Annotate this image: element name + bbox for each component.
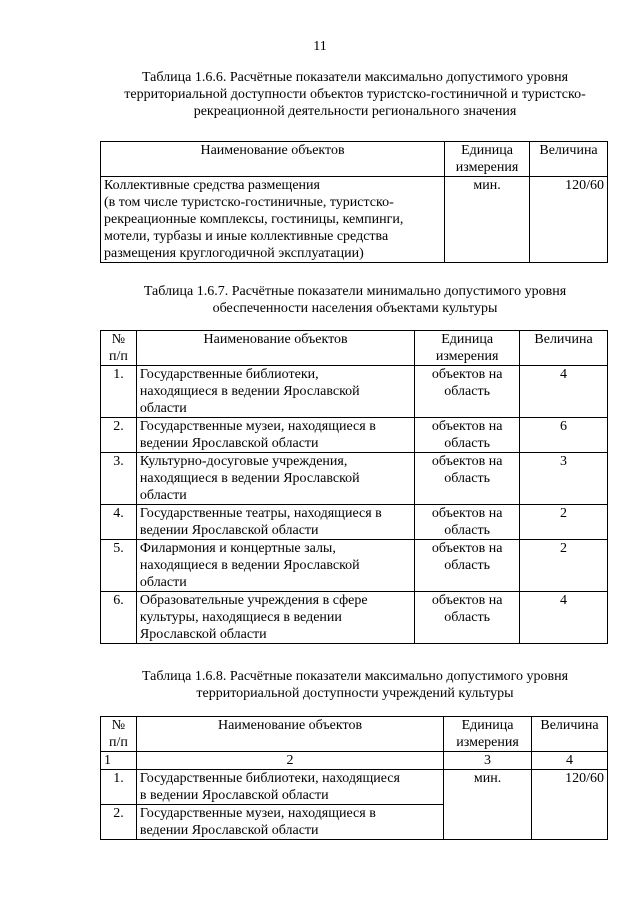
row-unit: объектов на область: [415, 453, 520, 505]
merged-value: 120/60: [532, 770, 608, 840]
row-num: 3.: [101, 453, 137, 505]
row-name: Филармония и концертные залы, находящиеся в ведении Ярославской области: [136, 540, 414, 592]
table-row: [101, 453, 608, 505]
row-name: Государственные библиотеки, находящиеся в ведении Ярославской области: [136, 770, 443, 805]
caption-line: Таблица 1.6.7. Расчётные показатели минимально допустимого уровня: [143, 284, 567, 299]
col-number: 1: [101, 752, 137, 770]
col-number: 2: [136, 752, 443, 770]
row-num: 1.: [101, 366, 137, 418]
header-unit: Единица измерения: [445, 142, 530, 177]
header-num: № п/п: [101, 331, 137, 366]
row-value: 2: [520, 540, 608, 592]
row-unit: объектов на область: [415, 592, 520, 644]
row-name: Государственные театры, находящиеся в ведении Ярославской области: [136, 505, 414, 540]
caption-line: территориальной доступности учреждений культуры: [196, 686, 514, 701]
row-unit: объектов на область: [415, 505, 520, 540]
table2-caption: [95, 283, 615, 317]
header-num: № п/п: [101, 717, 137, 752]
row-value: 6: [520, 418, 608, 453]
table-row: [101, 366, 608, 418]
table-1-6-8: [100, 716, 608, 840]
header-value: Величина: [520, 331, 608, 366]
page-number: 11: [313, 39, 327, 54]
row-value: 4: [520, 366, 608, 418]
table-row: [101, 540, 608, 592]
row-name: Государственные музеи, находящиеся в ведении Ярославской области: [136, 418, 414, 453]
table-row: [101, 592, 608, 644]
caption-line: рекреационной деятельности регионального значения: [193, 104, 517, 119]
row-num: 1.: [101, 770, 137, 805]
header-name: Наименование объектов: [136, 717, 443, 752]
table-row: [101, 418, 608, 453]
header-row: [101, 331, 608, 366]
column-number-row: [101, 752, 608, 770]
row-name: Коллективные средства размещения (в том числе туристско-гостиничные, туристско- рекреационные комплексы, гостиницы, кемпинги, мотели, турбазы и иные коллективные средства размещения круглогодичной эксплуатации): [101, 177, 445, 263]
table-row: [101, 770, 608, 805]
header-name: Наименование объектов: [101, 142, 445, 177]
header-value: Величина: [532, 717, 608, 752]
row-unit: объектов на область: [415, 418, 520, 453]
merged-unit: мин.: [444, 770, 532, 840]
header-row: [101, 717, 608, 752]
table1-caption: [95, 69, 615, 120]
table-1-6-7: [100, 330, 608, 644]
col-number: 3: [444, 752, 532, 770]
row-unit: объектов на область: [415, 366, 520, 418]
header-value: Величина: [530, 142, 608, 177]
caption-line: Таблица 1.6.6. Расчётные показатели максимально допустимого уровня: [141, 70, 569, 85]
header-row: [101, 142, 608, 177]
table3-caption: [95, 668, 615, 702]
row-num: 2.: [101, 418, 137, 453]
row-unit: объектов на область: [415, 540, 520, 592]
row-num: 6.: [101, 592, 137, 644]
row-unit: мин.: [445, 177, 530, 263]
caption-line: обеспеченности населения объектами культуры: [212, 301, 498, 316]
row-num: 4.: [101, 505, 137, 540]
row-value: 2: [520, 505, 608, 540]
row-name: Образовательные учреждения в сфере культуры, находящиеся в ведении Ярославской области: [136, 592, 414, 644]
caption-line: территориальной доступности объектов туристско-гостиничной и туристско-: [124, 87, 586, 102]
row-value: 4: [520, 592, 608, 644]
header-unit: Единица измерения: [415, 331, 520, 366]
table-row: [101, 505, 608, 540]
table-1-6-6: [100, 141, 608, 263]
row-num: 2.: [101, 805, 137, 840]
row-name: Государственные музеи, находящиеся в ведении Ярославской области: [136, 805, 443, 840]
row-name: Культурно-досуговые учреждения, находящиеся в ведении Ярославской области: [136, 453, 414, 505]
header-name: Наименование объектов: [136, 331, 414, 366]
row-name: Государственные библиотеки, находящиеся в ведении Ярославской области: [136, 366, 414, 418]
row-num: 5.: [101, 540, 137, 592]
caption-line: Таблица 1.6.8. Расчётные показатели максимально допустимого уровня: [141, 669, 569, 684]
header-unit: Единица измерения: [444, 717, 532, 752]
table-row: [101, 177, 608, 263]
row-value: 3: [520, 453, 608, 505]
col-number: 4: [532, 752, 608, 770]
row-value: 120/60: [530, 177, 608, 263]
